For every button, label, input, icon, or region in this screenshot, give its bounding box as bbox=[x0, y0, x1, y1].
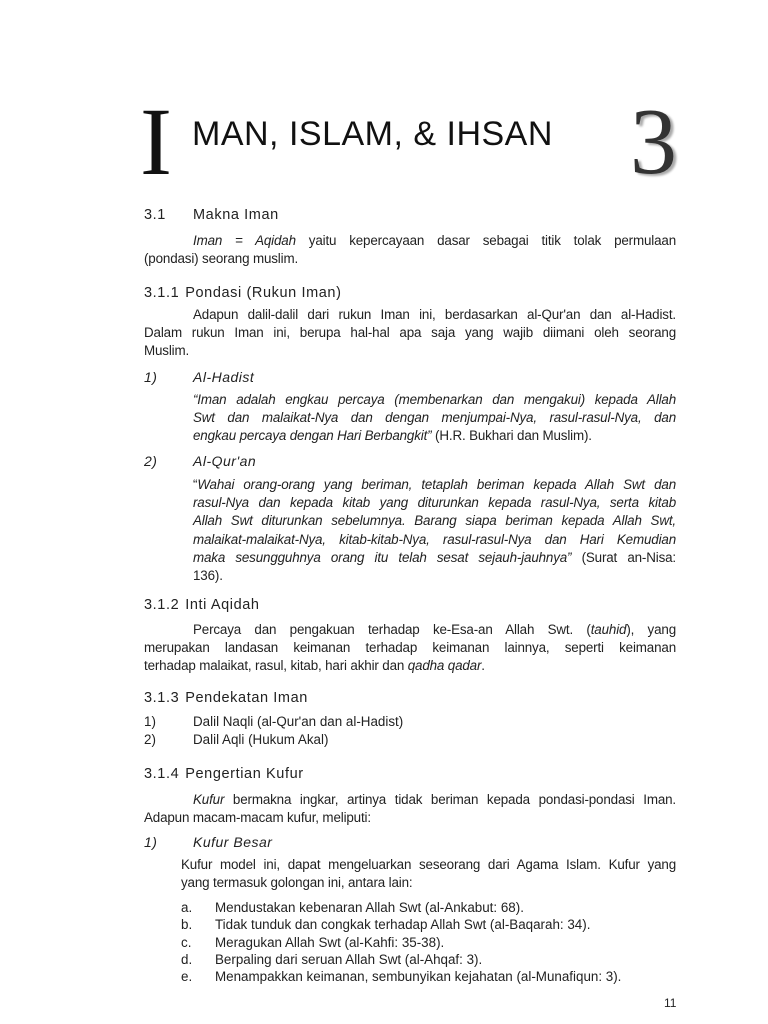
section-number: 3.1.1 bbox=[144, 285, 180, 301]
paragraph-inti-aqidah bbox=[144, 621, 676, 676]
list-pendekatan bbox=[144, 713, 403, 749]
text-run: Wahai orang-orang yang beriman, tetaplah beriman kepada Allah Swt dan bbox=[197, 477, 676, 492]
section-number: 3.1.4 bbox=[144, 766, 180, 782]
paragraph-kufur bbox=[144, 791, 676, 827]
item-number: 2) bbox=[144, 453, 158, 469]
list-item-al-quran bbox=[144, 452, 256, 470]
text-run: . bbox=[481, 658, 485, 674]
chapter-title: MAN, ISLAM, & IHSAN bbox=[192, 115, 553, 153]
text-line bbox=[144, 639, 676, 657]
text-line bbox=[144, 621, 676, 639]
section-number: 3.1 bbox=[144, 207, 166, 223]
text-run: bermakna ingkar, artinya tidak beriman kepada pondasi-pondasi Iman. bbox=[224, 792, 676, 807]
item-label: Kufur Besar bbox=[193, 834, 273, 850]
text-run: (Surat an-Nisa: bbox=[571, 549, 676, 565]
text-line bbox=[181, 874, 676, 892]
text-line bbox=[144, 306, 676, 324]
item-letter: a. bbox=[181, 900, 193, 915]
list-item bbox=[181, 934, 621, 951]
text-run: rasul-Nya dan kepada kitab yang diturunkan kepada rasul-Nya, serta kitab bbox=[193, 495, 676, 511]
text-line bbox=[144, 657, 676, 675]
text-line bbox=[193, 567, 676, 585]
text-run: “ bbox=[193, 477, 198, 492]
item-label: Tidak tunduk dan congkak terhadap Allah Swt (al-Baqarah: 34). bbox=[215, 917, 591, 933]
item-label: Meragukan Allah Swt (al-Kahfi: 35-38). bbox=[215, 934, 445, 950]
paragraph-pondasi bbox=[144, 306, 676, 361]
text-line bbox=[144, 791, 676, 809]
text-run: tauhid bbox=[590, 622, 627, 637]
text-run: engkau percaya dengan Hari Berbangkit” bbox=[193, 428, 432, 444]
text-line bbox=[144, 342, 676, 360]
quote-quran bbox=[193, 476, 676, 585]
text-line bbox=[193, 531, 676, 549]
text-line bbox=[193, 494, 676, 512]
text-run: malaikat-malaikat-Nya, kitab-kitab-Nya, rasul-rasul-Nya dan Hari Kemudian bbox=[193, 531, 676, 547]
item-label: Al-Qur'an bbox=[193, 453, 257, 469]
list-item bbox=[181, 951, 621, 968]
text-run: maka sesungguhnya orang itu telah sesat sejauh-jauhnya” bbox=[193, 549, 572, 565]
list-item bbox=[144, 713, 403, 731]
section-label: Inti Aqidah bbox=[185, 597, 260, 613]
section-number: 3.1.2 bbox=[144, 597, 180, 613]
text-line bbox=[181, 856, 676, 874]
text-run: Percaya dan pengakuan terhadap ke-Esa-an Allah Swt. ( bbox=[193, 622, 591, 637]
item-number: 1) bbox=[144, 834, 158, 850]
text-run: Kufur model ini, dapat mengeluarkan seseorang dari Agama Islam. Kufur yang bbox=[181, 857, 676, 872]
text-run: qadha qadar bbox=[407, 658, 482, 674]
item-label: Mendustakan kebenaran Allah Swt (al-Ankabut: 68). bbox=[215, 900, 524, 915]
section-heading-3-1-4 bbox=[144, 765, 304, 783]
section-number: 3.1.3 bbox=[144, 690, 180, 706]
paragraph-kufur-besar bbox=[181, 856, 676, 892]
section-heading-3-1 bbox=[144, 206, 279, 224]
text-line bbox=[144, 809, 676, 827]
item-label: Dalil Aqli (Hukum Akal) bbox=[193, 732, 329, 747]
text-run: yaitu kepercayaan dasar sebagai titik tolak permulaan bbox=[295, 233, 677, 248]
item-label: Al-Hadist bbox=[193, 369, 255, 385]
drop-cap-initial: I bbox=[140, 88, 172, 195]
list-item-al-hadist bbox=[144, 368, 254, 386]
text-run: Adapun dalil-dalil dari rukun Iman ini, berdasarkan al-Qur'an dan al-Hadist. bbox=[193, 307, 676, 322]
list-item bbox=[181, 968, 621, 985]
section-label: Pengertian Kufur bbox=[185, 766, 304, 782]
list-item bbox=[181, 916, 621, 933]
item-letter: e. bbox=[181, 969, 193, 985]
text-run: (pondasi) seorang muslim. bbox=[144, 251, 299, 267]
list-item-kufur-besar bbox=[144, 833, 272, 851]
text-run: (H.R. Bukhari dan Muslim). bbox=[431, 428, 592, 444]
item-number: 2) bbox=[144, 732, 156, 747]
text-line bbox=[193, 391, 676, 409]
item-letter: c. bbox=[181, 934, 192, 950]
item-label: Berpaling dari seruan Allah Swt (al-Ahqaf: 3). bbox=[215, 951, 483, 967]
text-run: yang termasuk golongan ini, antara lain: bbox=[181, 875, 413, 891]
text-run: “Iman adalah engkau percaya (membenarkan dan mengakui) kepada Allah bbox=[193, 392, 676, 407]
chapter-number: 3 bbox=[630, 90, 677, 194]
section-label: Makna Iman bbox=[193, 207, 279, 223]
text-run: Muslim. bbox=[144, 343, 190, 359]
text-run: merupakan landasan keimanan terhadap keimanan lainnya, seperti keimanan bbox=[144, 640, 676, 656]
text-run: Dalam rukun Iman ini, berupa hal-hal apa saja yang wajib diimani oleh seorang bbox=[144, 325, 676, 341]
paragraph-makna-iman bbox=[144, 232, 676, 268]
item-letter: d. bbox=[181, 951, 193, 967]
text-run: Kufur bbox=[193, 792, 225, 807]
text-run: 136). bbox=[193, 567, 223, 583]
text-line bbox=[144, 232, 676, 250]
item-label: Dalil Naqli (al-Qur'an dan al-Hadist) bbox=[193, 714, 404, 729]
list-item bbox=[144, 731, 403, 749]
item-number: 1) bbox=[144, 369, 158, 385]
text-run: ), yang bbox=[626, 622, 676, 637]
text-run: terhadap malaikat, rasul, kitab, hari akhir dan bbox=[144, 658, 408, 674]
text-line bbox=[144, 250, 676, 268]
text-line bbox=[193, 427, 676, 445]
text-line bbox=[193, 512, 676, 530]
section-heading-3-1-2 bbox=[144, 596, 260, 614]
text-run: Swt dan malaikat-Nya dan dengan menjumpai-Nya, rasul-rasul-Nya, dan bbox=[193, 410, 676, 426]
section-label: Pendekatan Iman bbox=[185, 690, 308, 706]
text-line bbox=[193, 409, 676, 427]
list-item bbox=[181, 899, 621, 916]
section-heading-3-1-1 bbox=[144, 284, 342, 302]
list-kufur-besar bbox=[181, 899, 621, 985]
text-run: Iman = Aqidah bbox=[193, 233, 296, 248]
item-letter: b. bbox=[181, 917, 193, 933]
text-line bbox=[193, 476, 676, 494]
text-run: Adapun macam-macam kufur, meliputi: bbox=[144, 810, 371, 826]
text-line bbox=[193, 549, 676, 567]
text-run: Allah Swt diturunkan sebelumnya. Barang siapa beriman kepada Allah Swt, bbox=[193, 513, 676, 529]
section-label: Pondasi (Rukun Iman) bbox=[185, 285, 342, 301]
section-heading-3-1-3 bbox=[144, 689, 308, 707]
item-label: Menampakkan keimanan, sembunyikan kejahatan (al-Munafiqun: 3). bbox=[215, 969, 622, 985]
text-line bbox=[144, 324, 676, 342]
quote-hadist bbox=[193, 391, 676, 446]
page-number: 11 bbox=[664, 996, 677, 1010]
item-number: 1) bbox=[144, 714, 156, 729]
